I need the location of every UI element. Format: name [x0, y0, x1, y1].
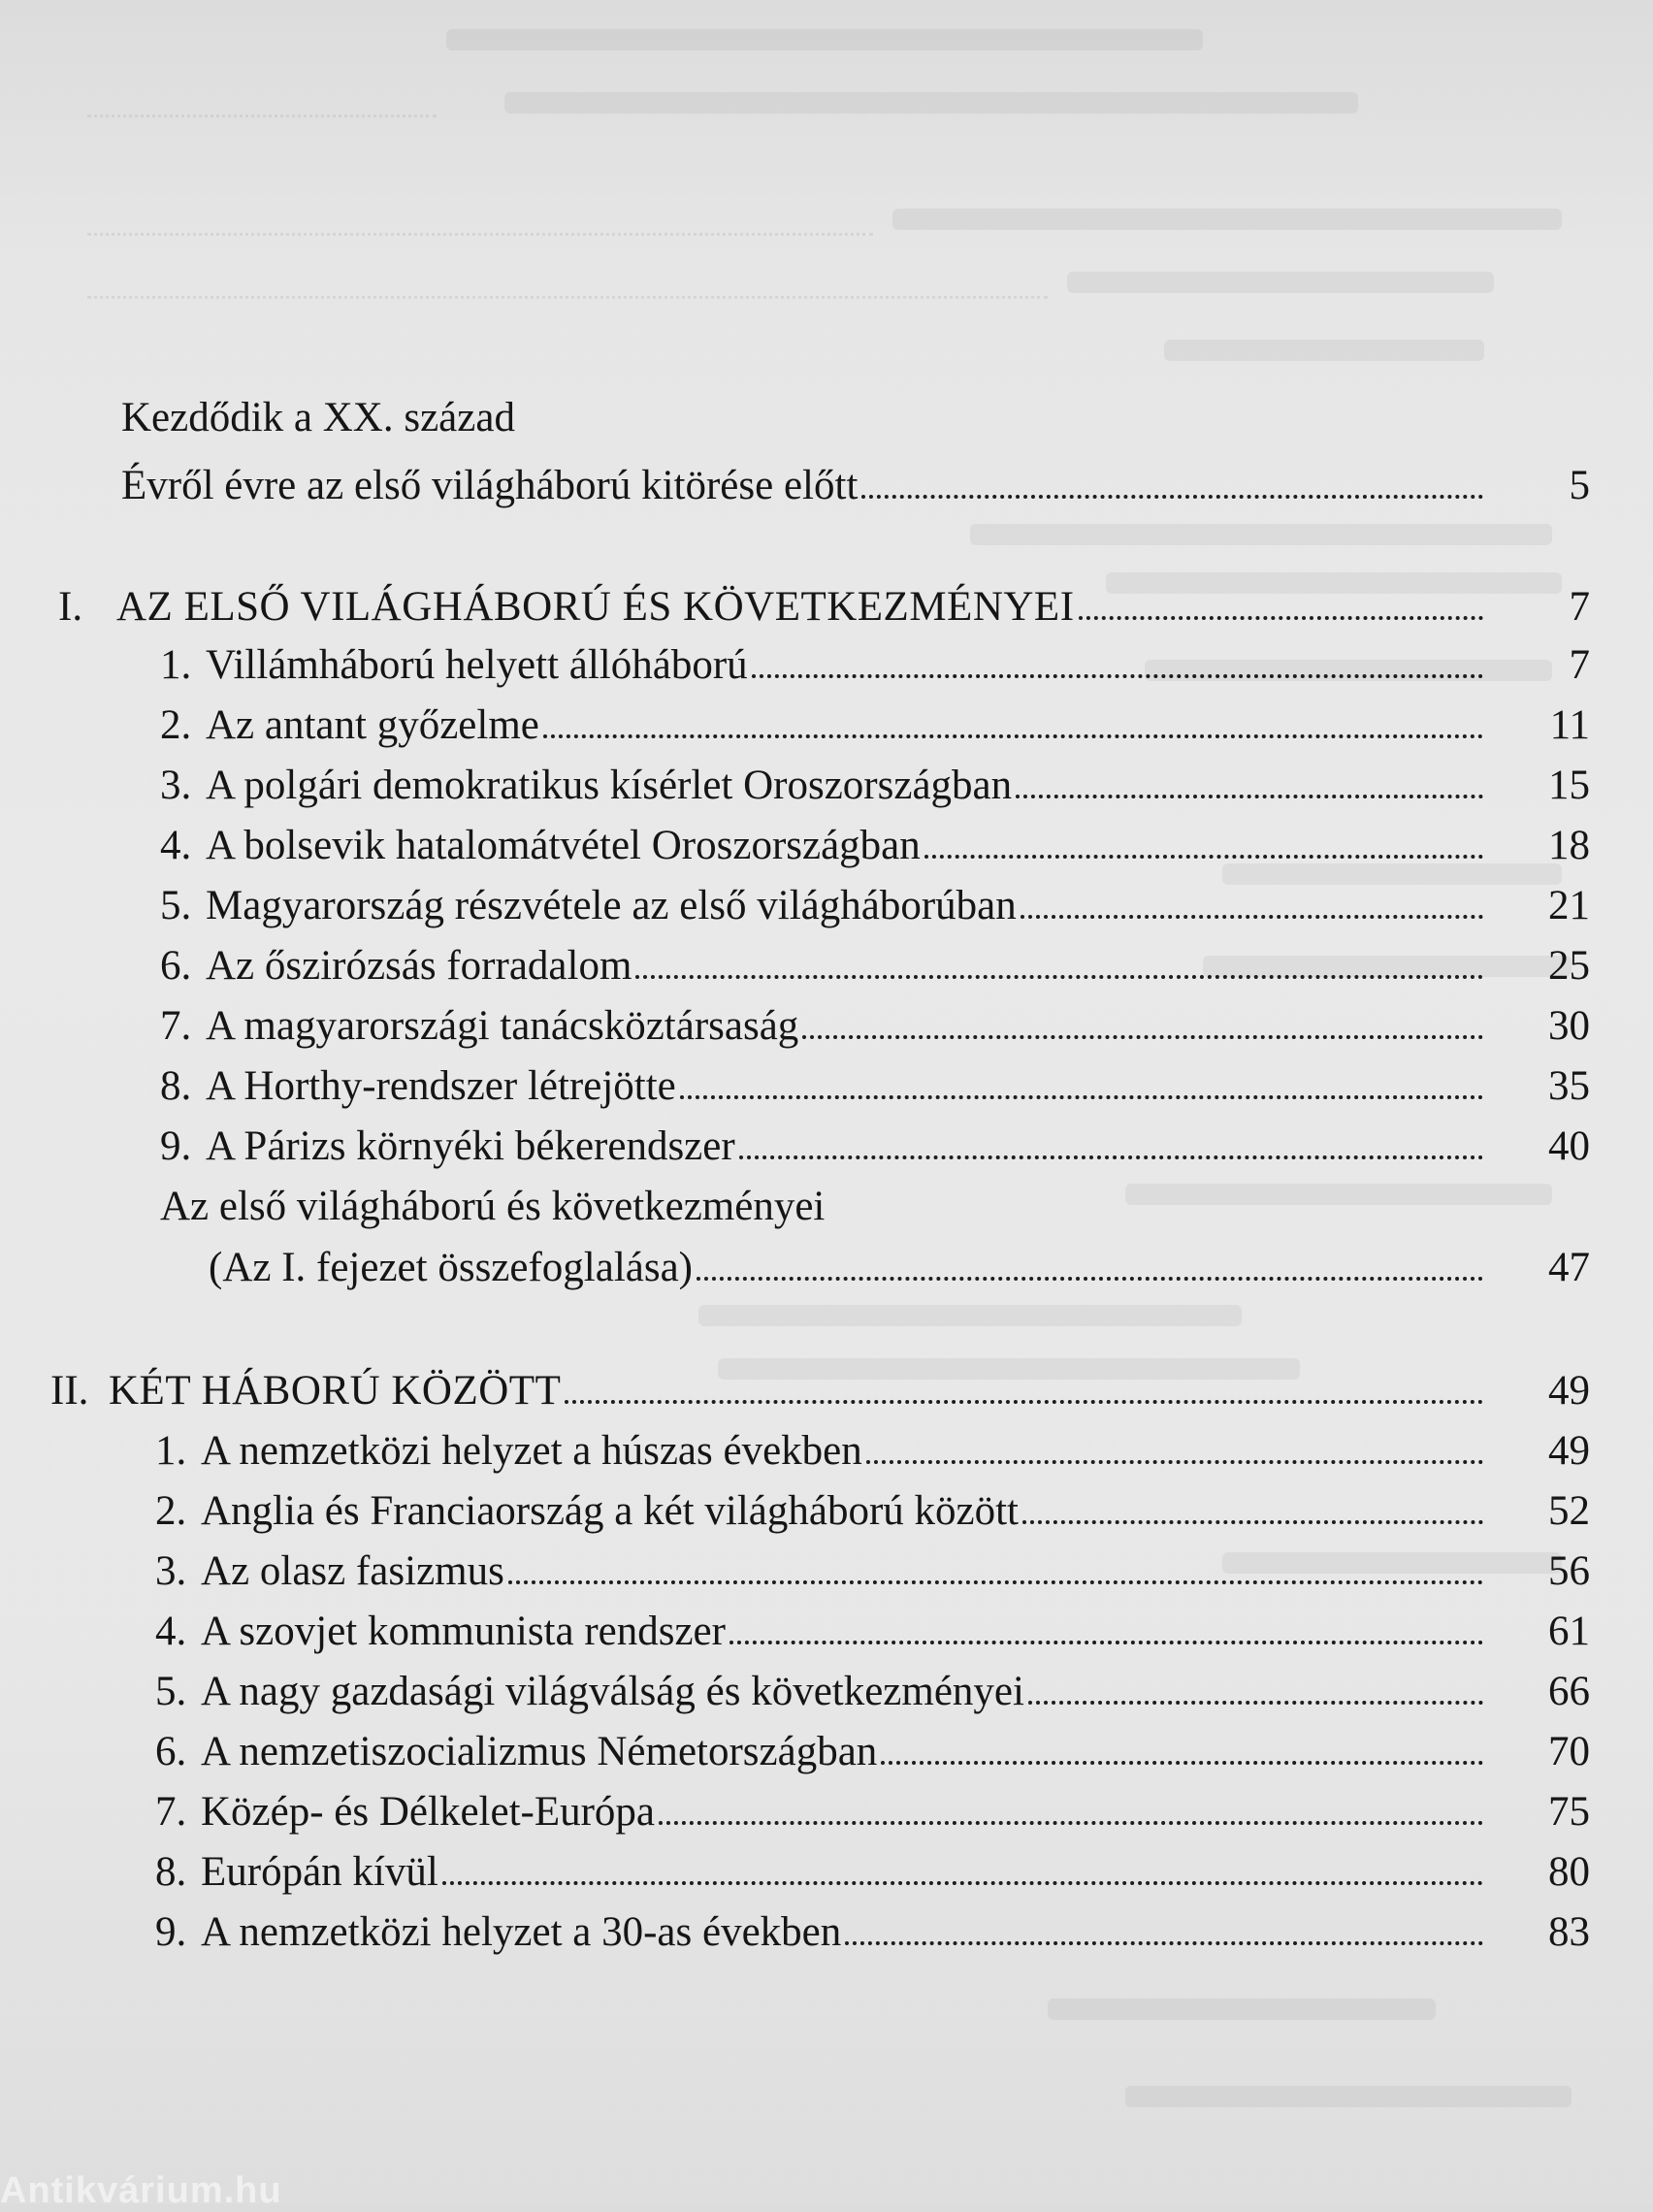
- page-number: 56: [1548, 1548, 1590, 1594]
- dot-leader: [802, 1035, 1483, 1039]
- page-number: 70: [1548, 1729, 1590, 1774]
- page-number: 52: [1548, 1488, 1590, 1534]
- entry-title: A Párizs környéki békerendszer: [206, 1123, 735, 1169]
- page-number: 80: [1548, 1849, 1590, 1895]
- dot-leader: [1028, 1701, 1483, 1705]
- chapter-heading-row: [0, 1361, 1653, 1421]
- dot-leader: [752, 674, 1483, 678]
- chapter-title: AZ ELSŐ VILÁGHÁBORÚ ÉS KÖVETKEZMÉNYEI: [116, 584, 1075, 630]
- page-number: 35: [1548, 1063, 1590, 1109]
- entry-number: 5.: [160, 883, 192, 928]
- chapter-numeral: II.: [50, 1368, 89, 1414]
- dot-leader: [729, 1641, 1483, 1644]
- summary-heading-row: [0, 1177, 1653, 1237]
- toc-entry: [0, 996, 1653, 1057]
- watermark: Antikvárium.hu: [0, 2170, 282, 2211]
- entry-title: Az őszirózsás forradalom: [206, 943, 632, 989]
- dot-leader: [635, 975, 1483, 979]
- toc-entry: [0, 1238, 1653, 1298]
- dot-leader: [697, 1277, 1483, 1281]
- entry-title: A Horthy-rendszer létrejötte: [206, 1063, 676, 1109]
- page-number: 75: [1548, 1789, 1590, 1835]
- entry-title: A bolsevik hatalomátvétel Oroszországban: [206, 823, 921, 868]
- page-number: 7: [1569, 584, 1590, 630]
- intro-heading-row: [0, 388, 1653, 448]
- entry-title: A szovjet kommunista rendszer: [201, 1609, 726, 1654]
- entry-number: 6.: [155, 1729, 187, 1774]
- entry-number: 5.: [155, 1669, 187, 1714]
- toc-entry: [0, 1421, 1653, 1481]
- toc-entry: [0, 456, 1653, 516]
- toc-entry: [0, 1842, 1653, 1903]
- entry-title: Évről évre az első világháború kitörése előtt: [121, 463, 859, 508]
- toc-entry: [0, 1542, 1653, 1602]
- dot-leader: [680, 1095, 1483, 1099]
- page-number: 5: [1569, 463, 1590, 508]
- dot-leader: [442, 1881, 1483, 1885]
- page-number: 11: [1549, 702, 1590, 748]
- page-number: 40: [1548, 1123, 1590, 1169]
- summary-subtitle: (Az I. fejezet összefoglalása): [209, 1245, 693, 1290]
- entry-title: Az antant győzelme: [206, 702, 539, 748]
- page-number: 25: [1548, 943, 1590, 989]
- dot-leader: [1022, 1520, 1483, 1524]
- dot-leader: [508, 1580, 1483, 1584]
- toc-entry: [0, 1057, 1653, 1117]
- dot-leader: [924, 855, 1483, 859]
- page-number: 83: [1548, 1909, 1590, 1955]
- toc-entry: [0, 816, 1653, 876]
- dot-leader: [861, 495, 1483, 499]
- dot-leader: [565, 1400, 1483, 1404]
- entry-title: Az olasz fasizmus: [201, 1548, 504, 1594]
- toc-entry: [0, 1903, 1653, 1963]
- summary-title: Az első világháború és következményei: [160, 1184, 826, 1229]
- dot-leader: [1021, 915, 1483, 919]
- page-number: 66: [1548, 1669, 1590, 1714]
- entry-number: 3.: [160, 763, 192, 808]
- entry-title: Európán kívül: [201, 1849, 438, 1895]
- entry-title: A nemzetközi helyzet a 30-as években: [201, 1909, 842, 1955]
- entry-title: Magyarország részvétele az első világháborúban: [206, 883, 1017, 928]
- toc-entry: [0, 1117, 1653, 1177]
- dot-leader: [659, 1821, 1483, 1825]
- toc-entry: [0, 1602, 1653, 1662]
- entry-number: 1.: [155, 1428, 187, 1474]
- entry-number: 1.: [160, 642, 192, 688]
- entry-title: A nemzetiszocializmus Németországban: [201, 1729, 878, 1774]
- intro-heading: Kezdődik a XX. század: [121, 395, 515, 440]
- entry-number: 6.: [160, 943, 192, 989]
- page-number: 7: [1569, 642, 1590, 688]
- toc-entry: [0, 936, 1653, 996]
- chapter-numeral: I.: [58, 584, 83, 630]
- page-number: 30: [1548, 1003, 1590, 1049]
- entry-number: 2.: [155, 1488, 187, 1534]
- entry-number: 8.: [155, 1849, 187, 1895]
- entry-title: Anglia és Franciaország a két világháború között: [201, 1488, 1019, 1534]
- dot-leader: [1016, 795, 1483, 798]
- toc-entry: [0, 1782, 1653, 1842]
- entry-title: A nagy gazdasági világválság és következményei: [201, 1669, 1024, 1714]
- dot-leader: [881, 1761, 1483, 1765]
- toc-entry: [0, 635, 1653, 696]
- page-number: 21: [1548, 883, 1590, 928]
- dot-leader: [543, 734, 1483, 738]
- entry-number: 9.: [160, 1123, 192, 1169]
- toc-entry: [0, 1722, 1653, 1782]
- dot-leader: [866, 1460, 1483, 1464]
- entry-title: A nemzetközi helyzet a húszas években: [201, 1428, 862, 1474]
- page-number: 61: [1548, 1609, 1590, 1654]
- page-number: 18: [1548, 823, 1590, 868]
- chapter-heading-row: [0, 577, 1653, 637]
- page-number: 49: [1548, 1368, 1590, 1414]
- dot-leader: [739, 1155, 1483, 1159]
- entry-number: 8.: [160, 1063, 192, 1109]
- entry-number: 7.: [155, 1789, 187, 1835]
- entry-number: 7.: [160, 1003, 192, 1049]
- toc-entry: [0, 1662, 1653, 1722]
- entry-number: 4.: [160, 823, 192, 868]
- entry-number: 9.: [155, 1909, 187, 1955]
- dot-leader: [845, 1941, 1483, 1945]
- entry-number: 4.: [155, 1609, 187, 1654]
- toc-entry: [0, 876, 1653, 936]
- toc-entry: [0, 1481, 1653, 1542]
- entry-title: A magyarországi tanácsköztársaság: [206, 1003, 799, 1049]
- page-number: 15: [1548, 763, 1590, 808]
- entry-title: A polgári demokratikus kísérlet Oroszországban: [206, 763, 1013, 808]
- entry-number: 2.: [160, 702, 192, 748]
- toc-entry: [0, 756, 1653, 816]
- page-number: 49: [1548, 1428, 1590, 1474]
- entry-number: 3.: [155, 1548, 187, 1594]
- page-number: 47: [1548, 1245, 1590, 1290]
- entry-title: Villámháború helyett állóháború: [206, 642, 748, 688]
- dot-leader: [1079, 616, 1483, 620]
- entry-title: Közép- és Délkelet-Európa: [201, 1789, 656, 1835]
- toc-entry: [0, 696, 1653, 756]
- chapter-title: KÉT HÁBORÚ KÖZÖTT: [109, 1368, 562, 1414]
